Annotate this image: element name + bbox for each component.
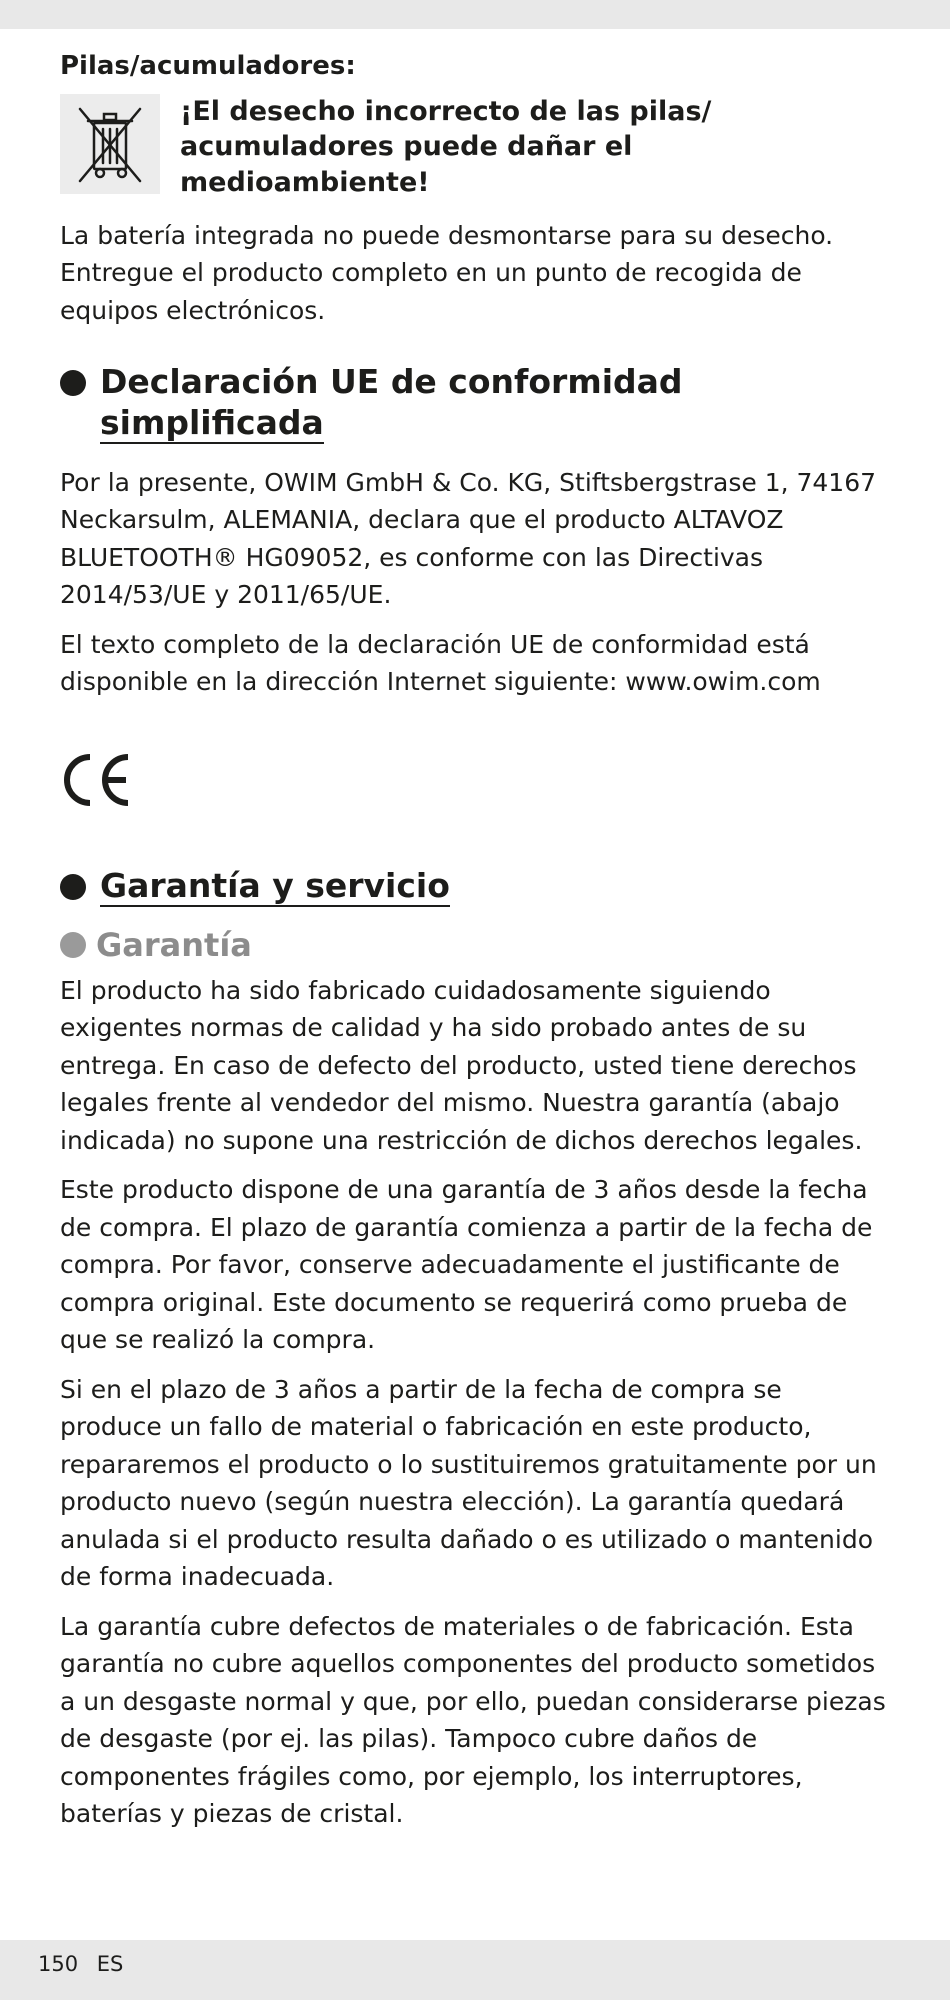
warranty-subheading [60, 926, 890, 964]
bullet-icon [60, 874, 86, 900]
warranty-subheading-text: Garantía [96, 925, 252, 964]
warning-text [180, 94, 890, 201]
page-number: 150 [38, 1952, 79, 1976]
bullet-icon [60, 370, 86, 396]
warranty-service-title: Garantía y servicio [100, 865, 450, 905]
ce-mark-icon [60, 749, 890, 811]
warning-line-2: acumuladores puede dañar el medioambiente! [180, 131, 633, 199]
declaration-heading-line-2: simplificada [100, 403, 324, 443]
disposal-warning [60, 94, 890, 201]
warranty-paragraph: Este producto dispone de una garantía de 3 años desde la fecha de compra. El plazo de garantía comienza a partir de la fecha de compra. Por favor, conserve adecuadamente el justificante de compra original. Este documento se requerirá como prueba de que se realizó la compra. [60, 1175, 873, 1355]
batteries-heading: Pilas/acumuladores: [60, 51, 356, 81]
warranty-service-heading [60, 865, 890, 906]
bullet-icon [60, 932, 86, 958]
warranty-paragraph: El producto ha sido fabricado cuidadosamente siguiendo exigentes normas de calidad y ha sido probado antes de su entrega. En caso de defecto del producto, usted tiene derechos legales frente al vendedor del mismo. Nuestra garantía (abajo indicada) no supone una restricción de dichos derechos legales. [60, 975, 863, 1155]
top-bar [0, 0, 950, 29]
declaration-paragraph-2: El texto completo de la declaración UE de conformidad está disponible en la dirección Internet siguiente: www.owim.com [60, 629, 821, 697]
crossed-bin-icon [60, 94, 160, 194]
declaration-heading [60, 361, 890, 444]
declaration-paragraph-1: Por la presente, OWIM GmbH & Co. KG, Stiftsbergstrase 1, 74167 Neckarsulm, ALEMANIA, declara que el producto ALTAVOZ BLUETOOTH® HG09052, es conforme con las Directivas 2014/53/UE y 2011/65/UE. [60, 467, 877, 610]
warning-line-1: ¡El desecho incorrecto de las pilas/ [180, 95, 712, 127]
language-code: ES [96, 1952, 124, 1976]
batteries-paragraph: La batería integrada no puede desmontarse para su desecho. Entregue el producto completo en un punto de recogida de equipos electrónicos. [60, 220, 834, 325]
footer-bar [0, 1940, 950, 2000]
declaration-heading-line-1: Declaración UE de conformidad [100, 362, 683, 402]
footer [38, 1952, 135, 1976]
warranty-paragraph: Si en el plazo de 3 años a partir de la fecha de compra se produce un fallo de material o fabricación en este producto, repararemos el producto o lo sustituiremos gratuitamente por un producto nuevo (según nuestra elección). La garantía quedará anulada si el producto resulta dañado o es utilizado o mantenido de forma inadecuada. [60, 1374, 877, 1592]
page-content [60, 50, 890, 1845]
warranty-paragraph: La garantía cubre defectos de materiales o de fabricación. Esta garantía no cubre aquellos componentes del producto sometidos a un desgaste normal y que, por ello, puedan considerarse piezas de desgaste (por ej. las pilas). Tampoco cubre daños de componentes frágiles como, por ejemplo, los interruptores, baterías y piezas de cristal. [60, 1611, 886, 1829]
